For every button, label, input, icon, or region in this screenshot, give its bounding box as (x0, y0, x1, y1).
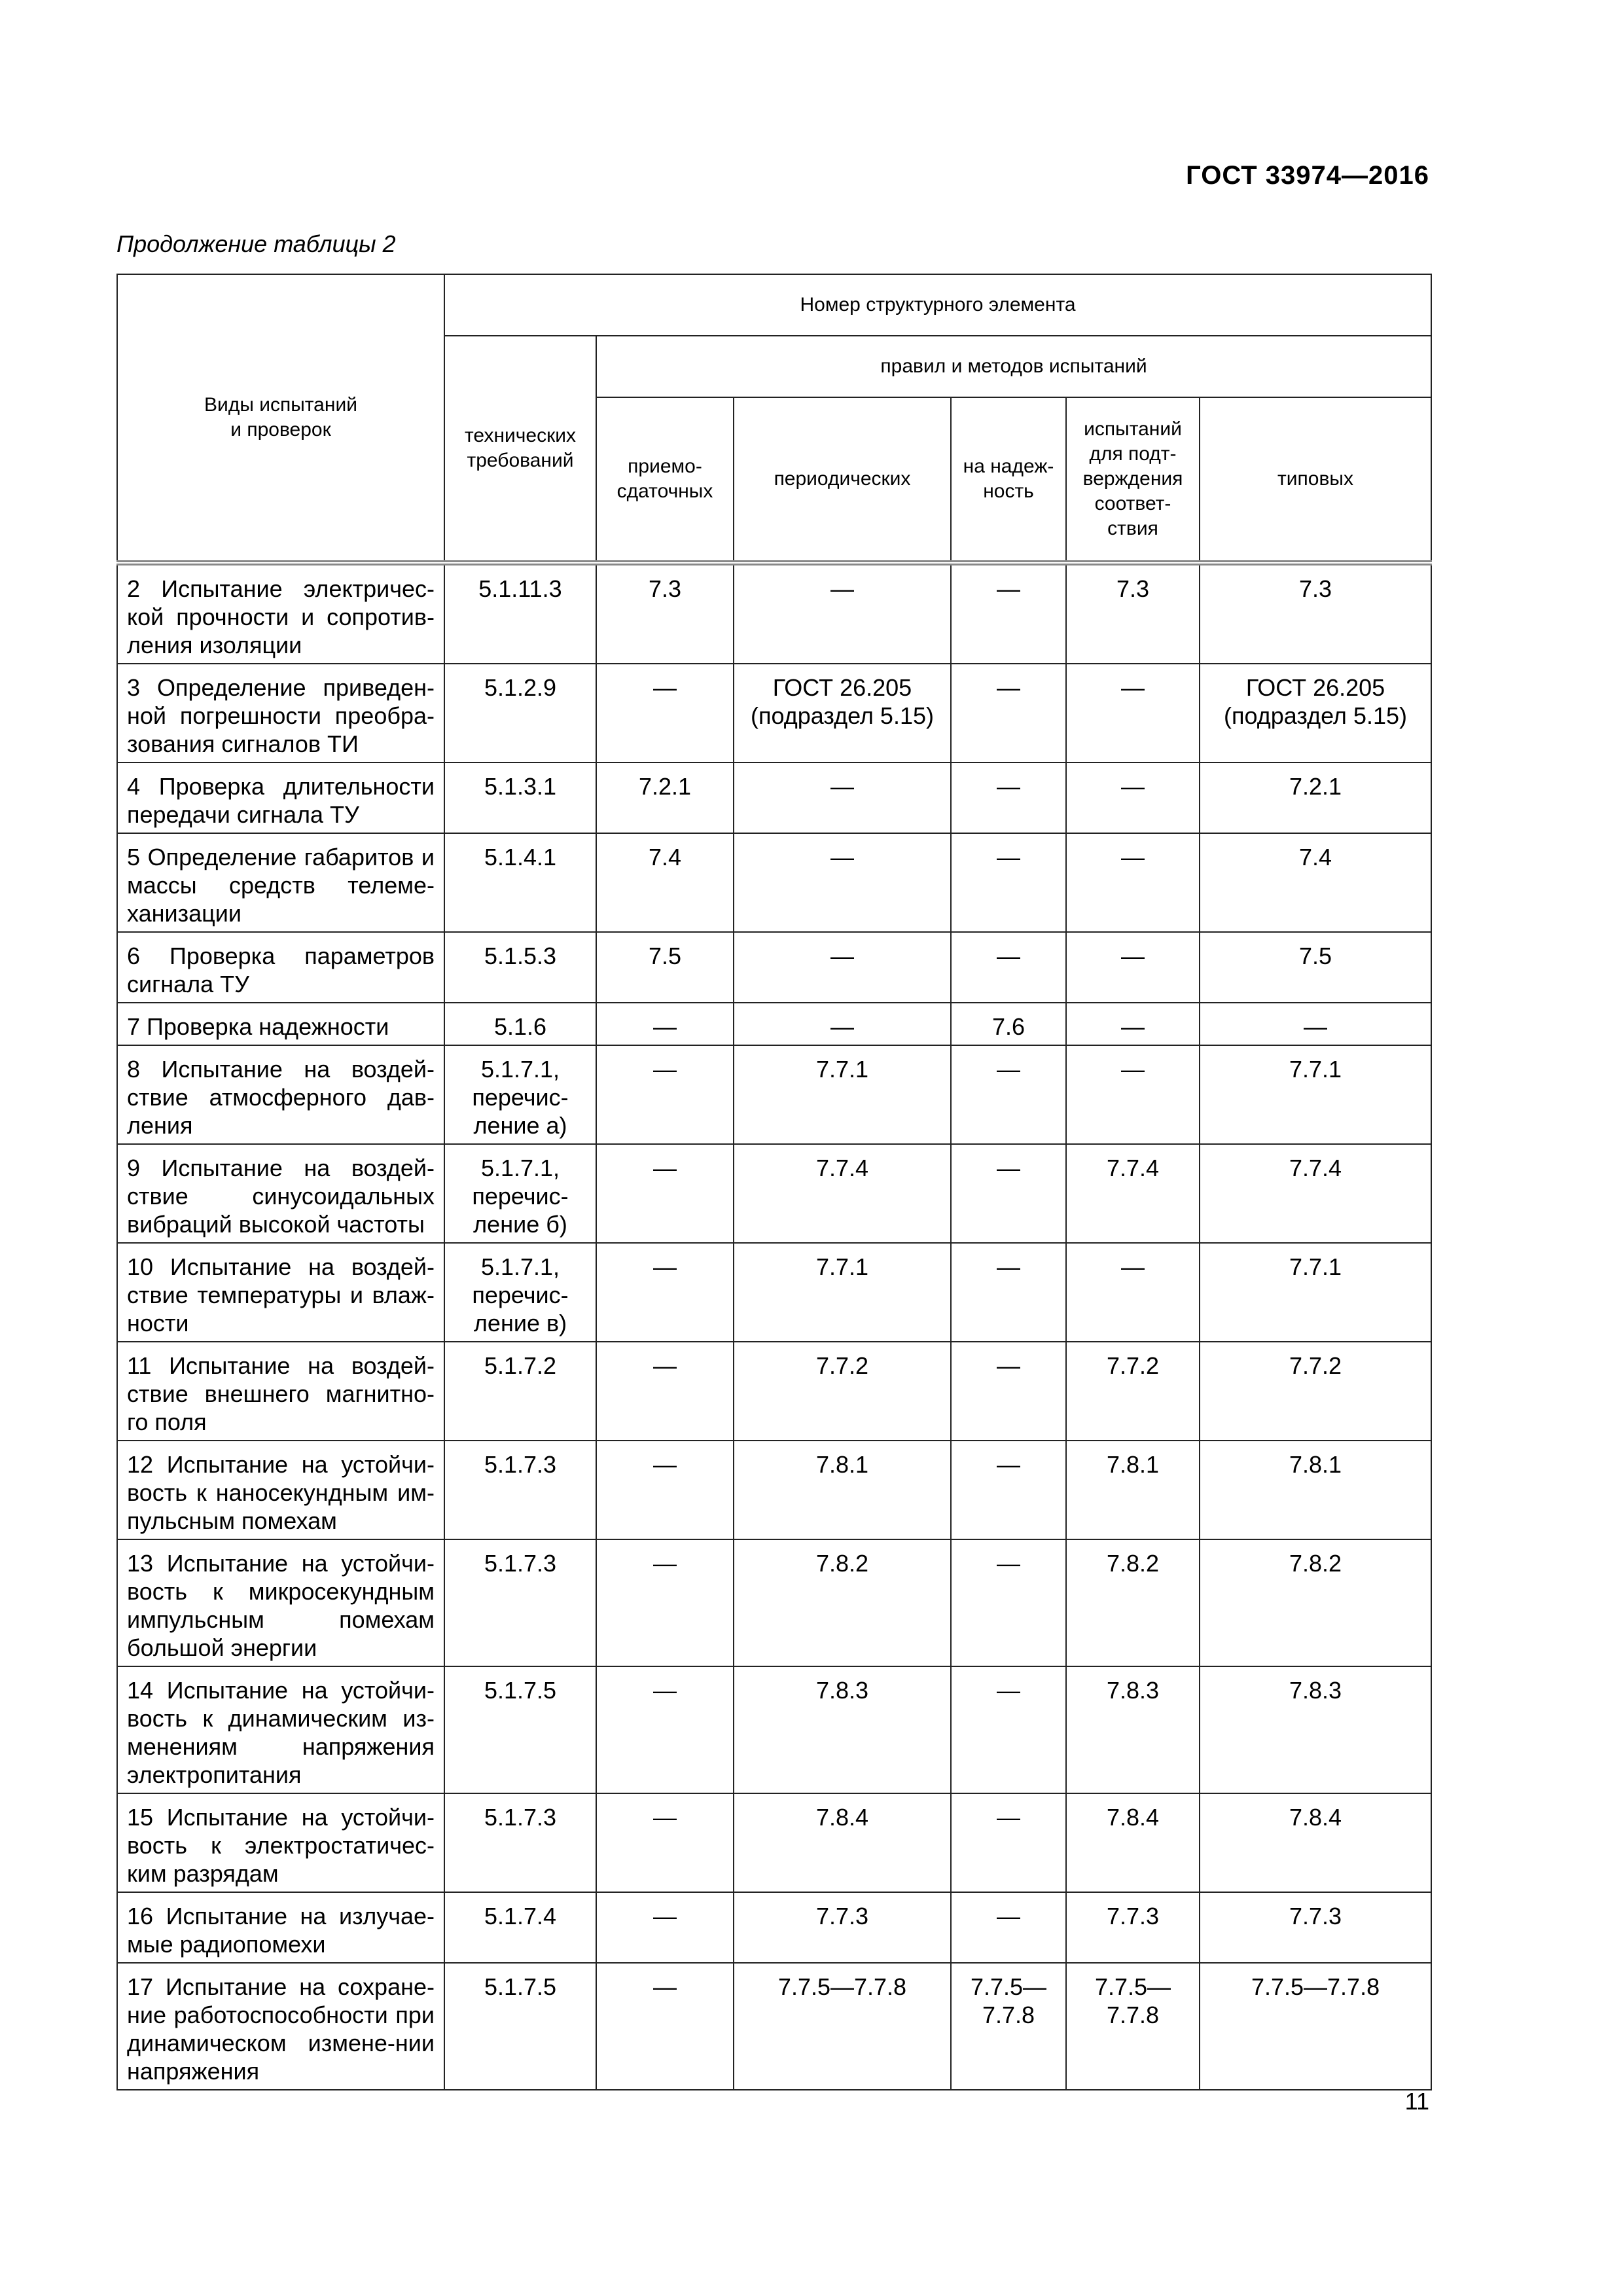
reliability-cell: — (951, 1441, 1066, 1539)
table-row (117, 833, 1431, 932)
conformity-cell: — (1066, 1045, 1200, 1144)
acceptance-cell: — (596, 1342, 734, 1441)
reliability-cell: — (951, 1892, 1066, 1963)
table-row (117, 1144, 1431, 1243)
table-row (117, 1342, 1431, 1441)
periodic-cell: 7.8.4 (734, 1793, 951, 1892)
reliability-cell: — (951, 1045, 1066, 1144)
table-row (117, 1243, 1431, 1342)
conformity-cell: 7.3 (1066, 563, 1200, 664)
header-test-types: Виды испытаний и проверок (117, 274, 444, 563)
tech-requirement-cell: 5.1.7.3 (444, 1539, 596, 1666)
type-test-cell: 7.7.2 (1200, 1342, 1431, 1441)
acceptance-cell: 7.3 (596, 563, 734, 664)
periodic-cell: — (734, 1003, 951, 1045)
type-test-cell: — (1200, 1003, 1431, 1045)
acceptance-cell: — (596, 1144, 734, 1243)
test-name-cell: 11 Испытание на воздей-ствие внешнего магнитно-го поля (117, 1342, 444, 1441)
reliability-cell: — (951, 1539, 1066, 1666)
periodic-cell: 7.7.1 (734, 1045, 951, 1144)
conformity-cell: 7.8.2 (1066, 1539, 1200, 1666)
reliability-cell: — (951, 1144, 1066, 1243)
acceptance-cell: — (596, 1539, 734, 1666)
test-name-cell: 2 Испытание электричес-кой прочности и сопротив-ления изоляции (117, 563, 444, 664)
table-row (117, 1892, 1431, 1963)
reliability-cell: 7.6 (951, 1003, 1066, 1045)
page-number: 11 (1404, 2088, 1429, 2115)
acceptance-cell: — (596, 1243, 734, 1342)
reliability-cell: — (951, 932, 1066, 1003)
tech-requirement-cell: 5.1.4.1 (444, 833, 596, 932)
periodic-cell: 7.7.3 (734, 1892, 951, 1963)
test-name-cell: 17 Испытание на сохране-ние работоспособности при динамическом измене-нии напряжения (117, 1963, 444, 2090)
header-type-tests: типовых (1200, 397, 1431, 563)
test-name-cell: 12 Испытание на устойчи-вость к наносекундным им-пульсным помехам (117, 1441, 444, 1539)
conformity-cell: — (1066, 762, 1200, 833)
type-test-cell: 7.5 (1200, 932, 1431, 1003)
test-name-cell: 16 Испытание на излучае-мые радиопомехи (117, 1892, 444, 1963)
type-test-cell: 7.7.3 (1200, 1892, 1431, 1963)
periodic-cell: — (734, 762, 951, 833)
type-test-cell: 7.8.3 (1200, 1666, 1431, 1793)
table-row (117, 1045, 1431, 1144)
conformity-cell: — (1066, 833, 1200, 932)
conformity-cell: 7.7.4 (1066, 1144, 1200, 1243)
acceptance-cell: 7.5 (596, 932, 734, 1003)
tech-requirement-cell: 5.1.3.1 (444, 762, 596, 833)
acceptance-cell: — (596, 1003, 734, 1045)
test-name-cell: 15 Испытание на устойчи-вость к электростатичес-ким разрядам (117, 1793, 444, 1892)
conformity-cell: 7.8.4 (1066, 1793, 1200, 1892)
type-test-cell: 7.4 (1200, 833, 1431, 932)
tech-requirement-cell: 5.1.7.5 (444, 1963, 596, 2090)
table-row (117, 563, 1431, 664)
test-name-cell: 14 Испытание на устойчи-вость к динамическим из-менениям напряжения электропитания (117, 1666, 444, 1793)
tech-requirement-cell: 5.1.6 (444, 1003, 596, 1045)
periodic-cell: 7.8.2 (734, 1539, 951, 1666)
type-test-cell: 7.7.4 (1200, 1144, 1431, 1243)
test-name-cell: 10 Испытание на воздей-ствие температуры и влаж-ности (117, 1243, 444, 1342)
periodic-cell: 7.7.1 (734, 1243, 951, 1342)
type-test-cell: 7.7.1 (1200, 1045, 1431, 1144)
table-row (117, 932, 1431, 1003)
periodic-cell: 7.8.3 (734, 1666, 951, 1793)
table-row (117, 1003, 1431, 1045)
periodic-cell: 7.7.4 (734, 1144, 951, 1243)
table-row (117, 1441, 1431, 1539)
periodic-cell: — (734, 563, 951, 664)
table-header (117, 274, 1431, 563)
reliability-cell: — (951, 1666, 1066, 1793)
header-tech-requirements: технических требований (444, 336, 596, 563)
tech-requirement-cell: 5.1.7.5 (444, 1666, 596, 1793)
periodic-cell: ГОСТ 26.205 (подраздел 5.15) (734, 664, 951, 762)
test-name-cell: 8 Испытание на воздей-ствие атмосферного дав-ления (117, 1045, 444, 1144)
document-code: ГОСТ 33974—2016 (1186, 161, 1429, 190)
conformity-cell: 7.8.1 (1066, 1441, 1200, 1539)
test-name-cell: 13 Испытание на устойчи-вость к микросекундным импульсным помехам большой энергии (117, 1539, 444, 1666)
type-test-cell: 7.2.1 (1200, 762, 1431, 833)
periodic-cell: — (734, 932, 951, 1003)
acceptance-cell: — (596, 1892, 734, 1963)
tech-requirement-cell: 5.1.11.3 (444, 563, 596, 664)
test-name-cell: 4 Проверка длительности передачи сигнала ТУ (117, 762, 444, 833)
type-test-cell: ГОСТ 26.205 (подраздел 5.15) (1200, 664, 1431, 762)
acceptance-cell: — (596, 1963, 734, 2090)
table-row (117, 1539, 1431, 1666)
conformity-cell: — (1066, 664, 1200, 762)
reliability-cell: 7.7.5—7.7.8 (951, 1963, 1066, 2090)
header-structural-element: Номер структурного элемента (444, 274, 1431, 336)
tech-requirement-cell: 5.1.5.3 (444, 932, 596, 1003)
tech-requirement-cell: 5.1.7.1, перечис-ление а) (444, 1045, 596, 1144)
test-name-cell: 6 Проверка параметров сигнала ТУ (117, 932, 444, 1003)
test-name-cell: 5 Определение габаритов и массы средств телеме-ханизации (117, 833, 444, 932)
acceptance-cell: 7.4 (596, 833, 734, 932)
header-acceptance: приемо- сдаточных (596, 397, 734, 563)
tech-requirement-cell: 5.1.7.1, перечис-ление в) (444, 1243, 596, 1342)
tech-requirement-cell: 5.1.2.9 (444, 664, 596, 762)
header-periodic: периодических (734, 397, 951, 563)
type-test-cell: 7.8.4 (1200, 1793, 1431, 1892)
conformity-cell: — (1066, 1243, 1200, 1342)
conformity-cell: — (1066, 1003, 1200, 1045)
periodic-cell: — (734, 833, 951, 932)
reliability-cell: — (951, 1342, 1066, 1441)
periodic-cell: 7.7.5—7.7.8 (734, 1963, 951, 2090)
conformity-cell: — (1066, 932, 1200, 1003)
acceptance-cell: — (596, 1045, 734, 1144)
header-conformity: испытаний для подт- верждения соответ- ствия (1066, 397, 1200, 563)
tech-requirement-cell: 5.1.7.2 (444, 1342, 596, 1441)
tests-table (116, 274, 1432, 2090)
conformity-cell: 7.7.5—7.7.8 (1066, 1963, 1200, 2090)
reliability-cell: — (951, 762, 1066, 833)
type-test-cell: 7.7.1 (1200, 1243, 1431, 1342)
test-name-cell: 9 Испытание на воздей-ствие синусоидальных вибраций высокой частоты (117, 1144, 444, 1243)
reliability-cell: — (951, 1243, 1066, 1342)
acceptance-cell: — (596, 1666, 734, 1793)
acceptance-cell: — (596, 664, 734, 762)
tech-requirement-cell: 5.1.7.1, перечис-ление б) (444, 1144, 596, 1243)
tech-requirement-cell: 5.1.7.3 (444, 1441, 596, 1539)
conformity-cell: 7.8.3 (1066, 1666, 1200, 1793)
test-name-cell: 3 Определение приведен-ной погрешности преобра-зования сигналов ТИ (117, 664, 444, 762)
tech-requirement-cell: 5.1.7.3 (444, 1793, 596, 1892)
table-body (117, 563, 1431, 2090)
acceptance-cell: — (596, 1441, 734, 1539)
tech-requirement-cell: 5.1.7.4 (444, 1892, 596, 1963)
type-test-cell: 7.7.5—7.7.8 (1200, 1963, 1431, 2090)
table-continuation-caption: Продолжение таблицы 2 (116, 230, 396, 257)
test-name-cell: 7 Проверка надежности (117, 1003, 444, 1045)
table-row (117, 664, 1431, 762)
acceptance-cell: 7.2.1 (596, 762, 734, 833)
type-test-cell: 7.8.1 (1200, 1441, 1431, 1539)
table-row (117, 1793, 1431, 1892)
type-test-cell: 7.3 (1200, 563, 1431, 664)
table-row (117, 762, 1431, 833)
reliability-cell: — (951, 1793, 1066, 1892)
conformity-cell: 7.7.3 (1066, 1892, 1200, 1963)
header-test-rules: правил и методов испытаний (596, 336, 1431, 397)
table-row (117, 1963, 1431, 2090)
acceptance-cell: — (596, 1793, 734, 1892)
reliability-cell: — (951, 664, 1066, 762)
header-reliability: на надеж- ность (951, 397, 1066, 563)
conformity-cell: 7.7.2 (1066, 1342, 1200, 1441)
periodic-cell: 7.7.2 (734, 1342, 951, 1441)
reliability-cell: — (951, 833, 1066, 932)
periodic-cell: 7.8.1 (734, 1441, 951, 1539)
table-row (117, 1666, 1431, 1793)
type-test-cell: 7.8.2 (1200, 1539, 1431, 1666)
reliability-cell: — (951, 563, 1066, 664)
